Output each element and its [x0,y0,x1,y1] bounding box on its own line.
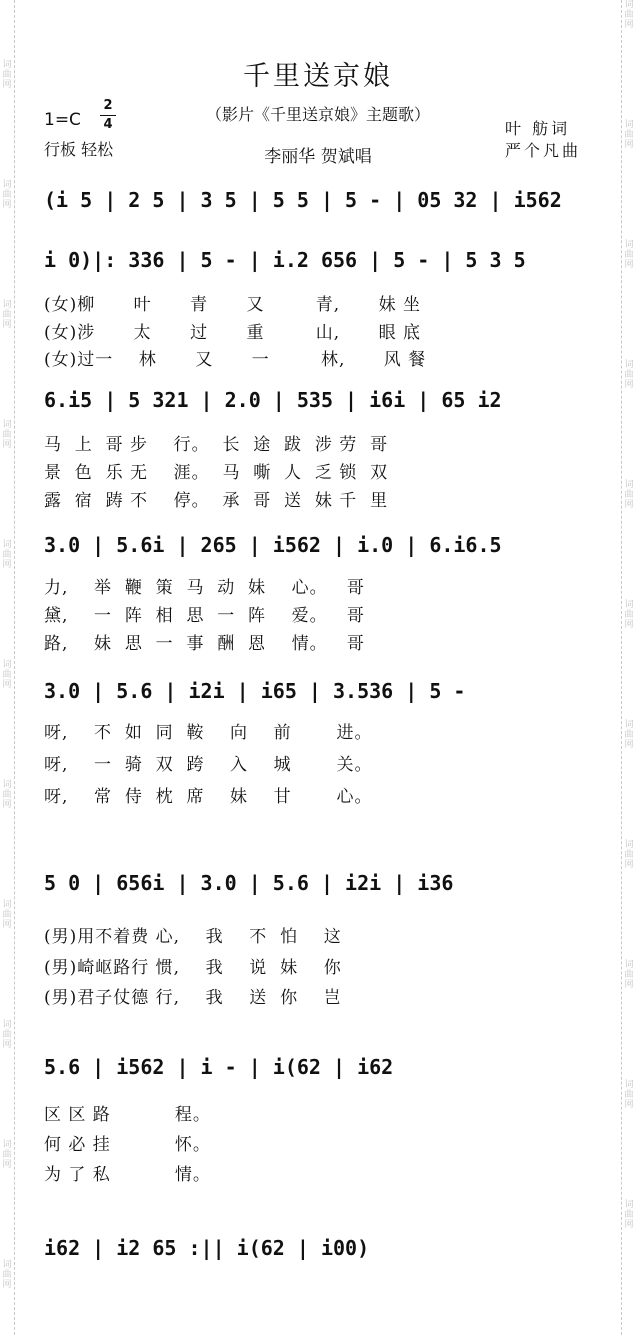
lyricist-credit: 叶 舫词 [505,119,571,138]
notation-line: (i 5 | 2 5 | 3 5 | 5 5 | 5 - | 05 32 | i562 [44,188,562,212]
watermark-text: 词曲网 [624,480,634,510]
watermark-text: 词曲网 [2,300,12,330]
subtitle: （影片《千里送京娘》主题歌） [205,105,430,124]
watermark-text: 词曲网 [624,720,634,750]
watermark-text: 词曲网 [2,540,12,570]
lyric-line: 呀, 常 侍 枕 席 妹 甘 心。 [44,787,373,807]
watermark-text: 词曲网 [2,60,12,90]
notation-line: i 0)|: 336 | 5 - | i.2 656 | 5 - | 5 3 5 [44,248,526,272]
right-watermark-strip [621,0,636,1335]
lyric-line: (男)君子仗德 行, 我 送 你 岂 [44,988,342,1008]
lyric-line: 何 必 挂 怀。 [44,1135,211,1155]
singers: 李丽华 贺斌唱 [264,147,372,167]
lyric-line: 力, 举 鞭 策 马 动 妹 心。 哥 [44,578,365,598]
notation-line: 3.0 | 5.6 | i2i | i65 | 3.536 | 5 - [44,679,466,703]
tempo-marking: 行板 轻松 [44,140,114,159]
lyric-line: 为 了 私 情。 [44,1165,211,1185]
watermark-text: 词曲网 [624,360,634,390]
left-watermark-strip [0,0,15,1335]
song-title: 千里送京娘 [243,61,393,92]
lyric-line: 景 色 乐 无 涯。 马 嘶 人 乏 锁 双 [44,463,389,483]
notation-line: 5.6 | i562 | i - | i(62 | i62 [44,1055,394,1079]
lyric-line: 马 上 哥 步 行。 长 途 跋 涉 劳 哥 [44,435,389,455]
lyric-line: 呀, 不 如 同 鞍 向 前 进。 [44,723,373,743]
watermark-text: 词曲网 [624,600,634,630]
watermark-text: 词曲网 [2,420,12,450]
watermark-text: 词曲网 [2,1140,12,1170]
lyric-line: (男)崎岖路行 惯, 我 说 妹 你 [44,958,342,978]
notation-line: 6.i5 | 5 321 | 2.0 | 535 | i6i | 65 i2 [44,388,502,412]
lyric-line: 露 宿 踌 不 停。 承 哥 送 妹 千 里 [44,491,389,511]
time-signature-top: 2 [103,98,113,113]
composer-credit: 严个凡曲 [505,141,582,160]
watermark-text: 词曲网 [2,1020,12,1050]
lyric-line: 区 区 路 程。 [44,1105,211,1125]
lyric-line: 黛, 一 阵 相 思 一 阵 爱。 哥 [44,606,365,626]
watermark-text: 词曲网 [624,240,634,270]
watermark-text: 词曲网 [2,1260,12,1290]
watermark-text: 词曲网 [624,120,634,150]
watermark-text: 词曲网 [2,780,12,810]
lyric-line: (女)过一 林 又 一 林, 风 餐 [44,350,427,370]
notation-line: i62 | i2 65 :|| i(62 | i00) [44,1236,370,1260]
lyric-line: (男)用不着费 心, 我 不 怕 这 [44,927,342,947]
watermark-text: 词曲网 [2,900,12,930]
lyric-line: (女)涉 太 过 重 山, 眼 底 [44,323,421,343]
key-signature: 1=C [44,110,81,130]
watermark-text: 词曲网 [624,1080,634,1110]
watermark-text: 词曲网 [624,840,634,870]
watermark-text: 词曲网 [624,0,634,30]
time-signature-bottom: 4 [103,117,113,132]
notation-line: 3.0 | 5.6i | 265 | i562 | i.0 | 6.i6.5 [44,533,502,557]
lyric-line: (女)柳 叶 青 又 青, 妹 坐 [44,295,421,315]
notation-line: 5 0 | 656i | 3.0 | 5.6 | i2i | i36 [44,871,454,895]
watermark-text: 词曲网 [2,660,12,690]
watermark-text: 词曲网 [624,1200,634,1230]
lyric-line: 路, 妹 思 一 事 酬 恩 情。 哥 [44,634,365,654]
watermark-text: 词曲网 [624,960,634,990]
lyric-line: 呀, 一 骑 双 跨 入 城 关。 [44,755,373,775]
watermark-text: 词曲网 [2,180,12,210]
